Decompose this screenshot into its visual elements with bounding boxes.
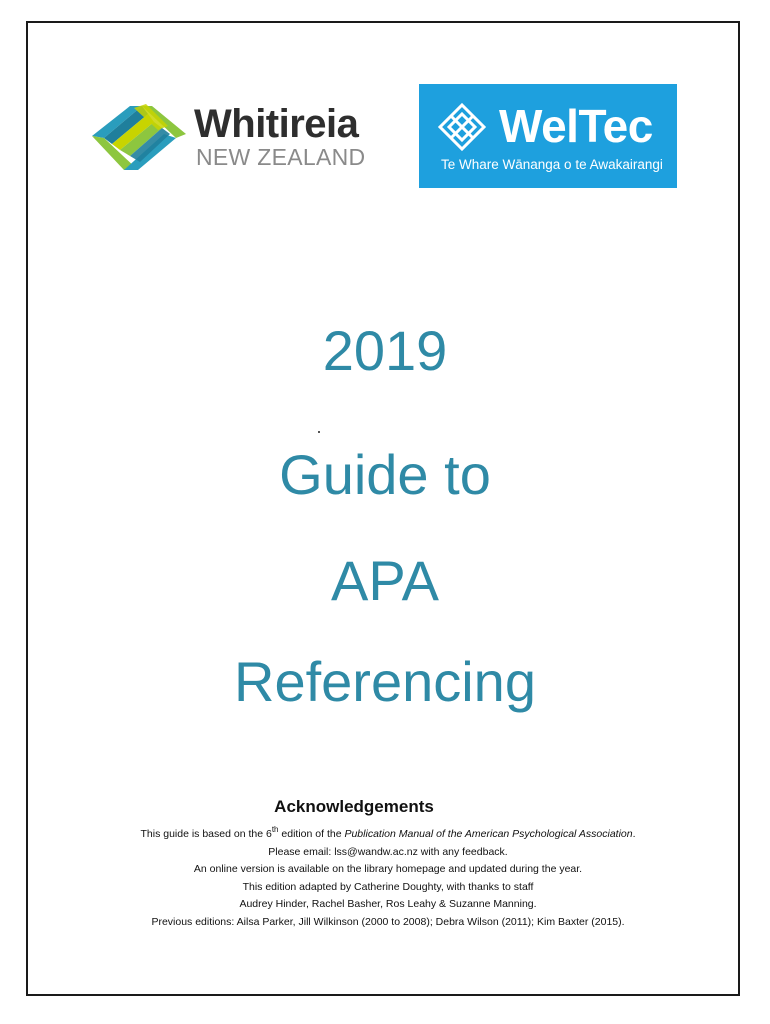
title-apa: APA [331,549,439,612]
ack-line-4: This edition adapted by Catherine Doughty, with thanks to staff [242,880,534,893]
ack-line-6: Previous editions: Ailsa Parker, Jill Wilkinson (2000 to 2008); Debra Wilson (2011); Kim Baxter (2015). [151,915,625,928]
ack-line-2: Please email: lss@wandw.ac.nz with any feedback. [268,845,508,858]
weltec-name: WelTec [499,100,653,152]
weltec-diamond-icon [437,102,487,152]
acknowledgements-heading: Acknowledgements [274,797,434,816]
ack-line-5: Audrey Hinder, Rachel Basher, Ros Leahy & Suzanne Manning. [239,898,537,910]
ack-line-3: An online version is available on the library homepage and updated during the year. [193,863,583,875]
weltec-tagline: Te Whare Wānanga o te Awakairangi [441,157,663,172]
whitireia-name: Whitireia [194,102,359,146]
whitireia-subtitle: NEW ZEALAND [196,144,366,170]
stray-dot [318,431,320,433]
title-referencing: Referencing [234,650,536,713]
title-year: 2019 [322,319,448,382]
acknowledgements-text [0,826,770,931]
whitireia-logo [90,98,385,173]
weltec-logo [419,84,677,188]
title-guide-to: Guide to [279,443,491,506]
whitireia-knot-icon [90,98,188,173]
ack-line-1: This guide is based on the 6th edition of the Publication Manual of the American Psychological Association. [140,825,636,840]
